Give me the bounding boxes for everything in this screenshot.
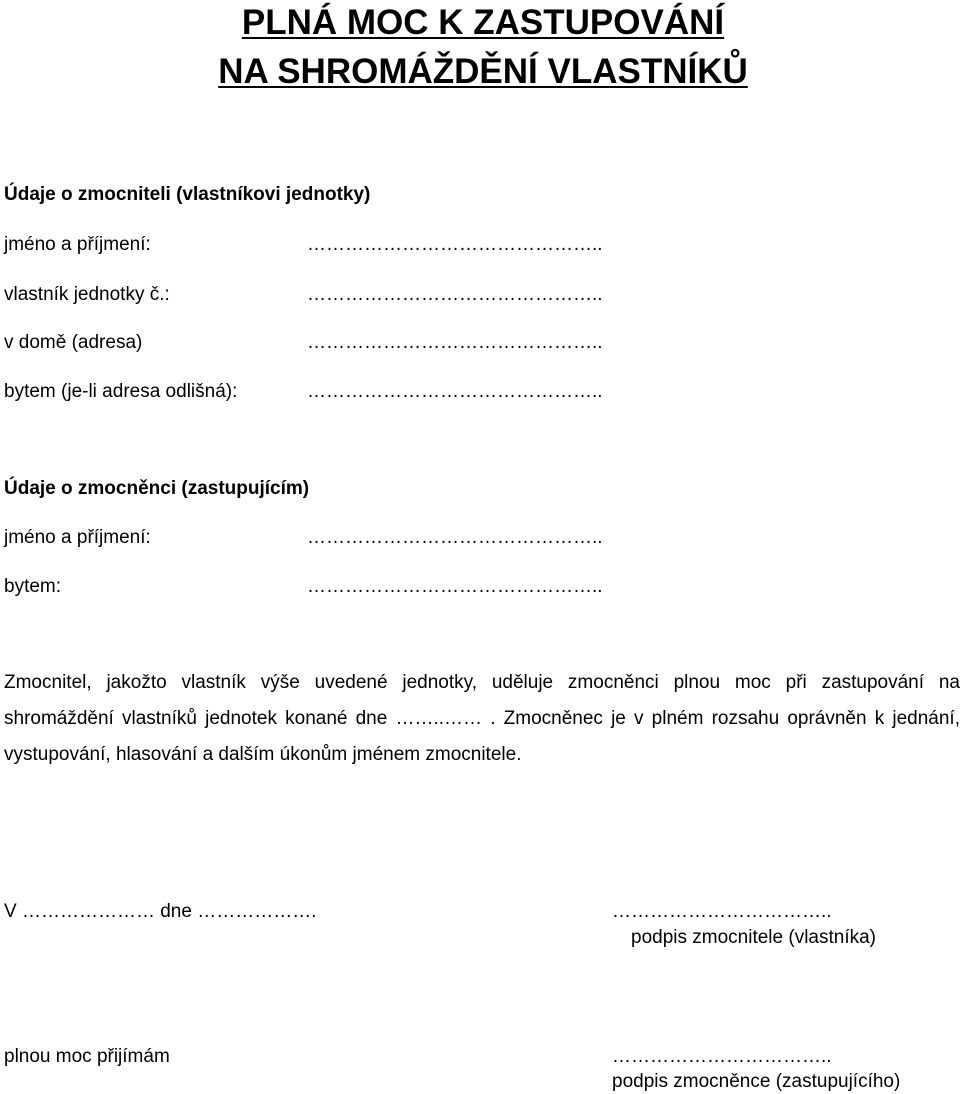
agent-signature-caption: podpis zmocněnce (zastupujícího) xyxy=(612,1071,901,1092)
agent-signature-line[interactable]: …………………………….. xyxy=(612,1046,832,1067)
grantor-address-field[interactable]: ……………………………………….. xyxy=(307,332,603,353)
agent-name-field[interactable]: ……………………………………….. xyxy=(307,527,603,548)
grantor-name-field[interactable]: ……………………………………….. xyxy=(307,234,603,255)
grantor-name-label: jméno a příjmení: xyxy=(4,234,151,255)
grantor-unit-field[interactable]: ……………………………………….. xyxy=(307,284,603,305)
agent-section-heading: Údaje o zmocněnci (zastupujícím) xyxy=(4,478,310,499)
agent-name-label: jméno a příjmení: xyxy=(4,527,151,548)
grantor-unit-label: vlastník jednotky č.: xyxy=(4,284,170,305)
grantor-address-label: v domě (adresa) xyxy=(4,332,143,353)
acceptance-label: plnou moc přijímám xyxy=(4,1046,170,1067)
document-title-line-2: NA SHROMÁŽDĚNÍ VLASTNÍKŮ xyxy=(218,52,748,91)
agent-residence-field[interactable]: ……………………………………….. xyxy=(307,576,603,597)
power-of-attorney-statement: Zmocnitel, jakožto vlastník výše uvedené jednotky, uděluje zmocněnci plnou moc při zastupování na shromáždění vlastníků jednotek konané dne ……..…… . Zmocněnec je v plném rozsahu oprávněn k jednání, vystupování, hlasování a dalším úkonům jménem zmocnitele. xyxy=(4,672,960,765)
grantor-signature-line[interactable]: …………………………….. xyxy=(612,901,832,922)
grantor-residence-label: bytem (je-li adresa odlišná): xyxy=(4,381,238,402)
agent-residence-label: bytem: xyxy=(4,576,62,597)
grantor-section-heading: Údaje o zmocniteli (vlastníkovi jednotky) xyxy=(4,184,371,205)
document-title-line-1: PLNÁ MOC K ZASTUPOVÁNÍ xyxy=(241,3,725,42)
grantor-residence-field[interactable]: ……………………………………….. xyxy=(307,381,603,402)
place-date-line[interactable]: V ………………… dne ………………. xyxy=(4,901,317,922)
grantor-signature-caption: podpis zmocnitele (vlastníka) xyxy=(631,927,876,948)
